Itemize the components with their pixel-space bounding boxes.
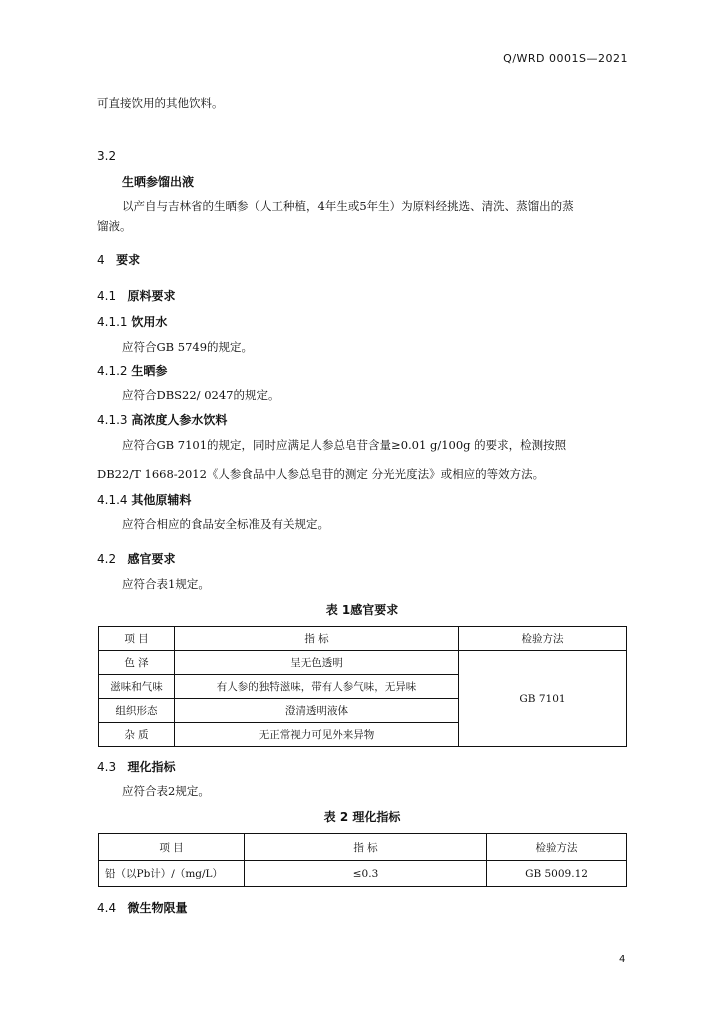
table2-row-item: 铅（以Pb计）/（mg/L）	[99, 861, 245, 887]
table2-row-method: GB 5009.12	[487, 861, 627, 887]
section-number: 4.1	[97, 289, 117, 303]
table1-header-item: 项 目	[99, 627, 175, 651]
doc-code-header: Q/WRD 0001S—2021	[503, 52, 628, 65]
section-4-1-4-text: 应符合相应的食品安全标准及有关规定。	[122, 517, 329, 531]
table1-row2-item: 滋味和气味	[99, 675, 175, 699]
term-definition-line2: 馏液。	[97, 219, 132, 233]
section-4-1-1-text: 应符合GB 5749的规定。	[122, 340, 254, 354]
section-title: 饮用水	[131, 315, 168, 329]
section-4-1-heading	[97, 287, 176, 304]
section-title: 要求	[116, 253, 141, 267]
table1-row1-indicator: 呈无色透明	[175, 651, 459, 675]
section-4-1-2-text: 应符合DBS22/ 0247的规定。	[122, 388, 280, 402]
table2-header-method: 检验方法	[487, 834, 627, 861]
intro-line: 可直接饮用的其他饮料。	[97, 96, 224, 110]
section-4-heading	[97, 251, 140, 268]
section-number: 4.1.1	[97, 315, 128, 329]
term-definition-line1: 以产自与吉林省的生晒参（人工种植，4年生或5年生）为原料经挑选、清洗、蒸馏出的蒸	[122, 199, 574, 213]
section-number: 4.1.3	[97, 413, 128, 427]
section-number: 4.1.4	[97, 493, 128, 507]
section-title: 原料要求	[127, 289, 176, 303]
section-4-1-4-heading	[97, 491, 191, 508]
section-title: 微生物限量	[127, 901, 188, 915]
table2-caption: 表 2 理化指标	[323, 810, 401, 824]
section-4-3-text: 应符合表2规定。	[122, 784, 210, 798]
table1-method-cell: GB 7101	[459, 651, 627, 747]
table2-row-indicator: ≤0.3	[245, 861, 487, 887]
section-4-1-1-heading	[97, 313, 167, 330]
section-title: 高浓度人参水饮料	[131, 413, 228, 427]
section-number-3-2: 3.2	[97, 149, 117, 163]
section-number: 4.4	[97, 901, 117, 915]
section-title: 其他原辅料	[131, 493, 192, 507]
section-4-2-text: 应符合表1规定。	[122, 577, 210, 591]
table1-row2-indicator: 有人参的独特滋味，带有人参气味，无异味	[175, 675, 459, 699]
table1-caption: 表 1感官要求	[325, 603, 399, 617]
section-number: 4.2	[97, 552, 117, 566]
section-number: 4	[97, 253, 105, 267]
table2-header-item: 项 目	[99, 834, 245, 861]
section-title: 理化指标	[127, 760, 176, 774]
table1-header-method: 检验方法	[459, 627, 627, 651]
section-4-4-heading	[97, 899, 188, 916]
section-4-3-heading	[97, 758, 176, 775]
term-title: 生晒参馏出液	[122, 175, 195, 189]
page-number: 4	[619, 954, 626, 965]
table1-row4-item: 杂 质	[99, 723, 175, 747]
table1-row3-item: 组织形态	[99, 699, 175, 723]
section-number: 4.3	[97, 760, 117, 774]
section-title: 感官要求	[127, 552, 176, 566]
table1-header-indicator: 指 标	[175, 627, 459, 651]
section-4-1-3-heading	[97, 411, 227, 428]
table1-sensory	[98, 626, 627, 747]
section-title: 生晒参	[131, 364, 168, 378]
section-4-1-3-text-line2: DB22/T 1668-2012《人参食品中人参总皂苷的测定 分光光度法》或相应的等效方法。	[97, 467, 545, 481]
table1-row4-indicator: 无正常视力可见外来异物	[175, 723, 459, 747]
table2-physicochemical	[98, 833, 627, 887]
table1-row1-item: 色 泽	[99, 651, 175, 675]
table2-header-indicator: 指 标	[245, 834, 487, 861]
section-4-2-heading	[97, 550, 176, 567]
section-number: 4.1.2	[97, 364, 128, 378]
table1-row3-indicator: 澄清透明液体	[175, 699, 459, 723]
section-4-1-3-text-line1: 应符合GB 7101的规定，同时应满足人参总皂苷含量≥0.01 g/100g 的要求，检测按照	[122, 438, 567, 452]
section-4-1-2-heading	[97, 362, 167, 379]
